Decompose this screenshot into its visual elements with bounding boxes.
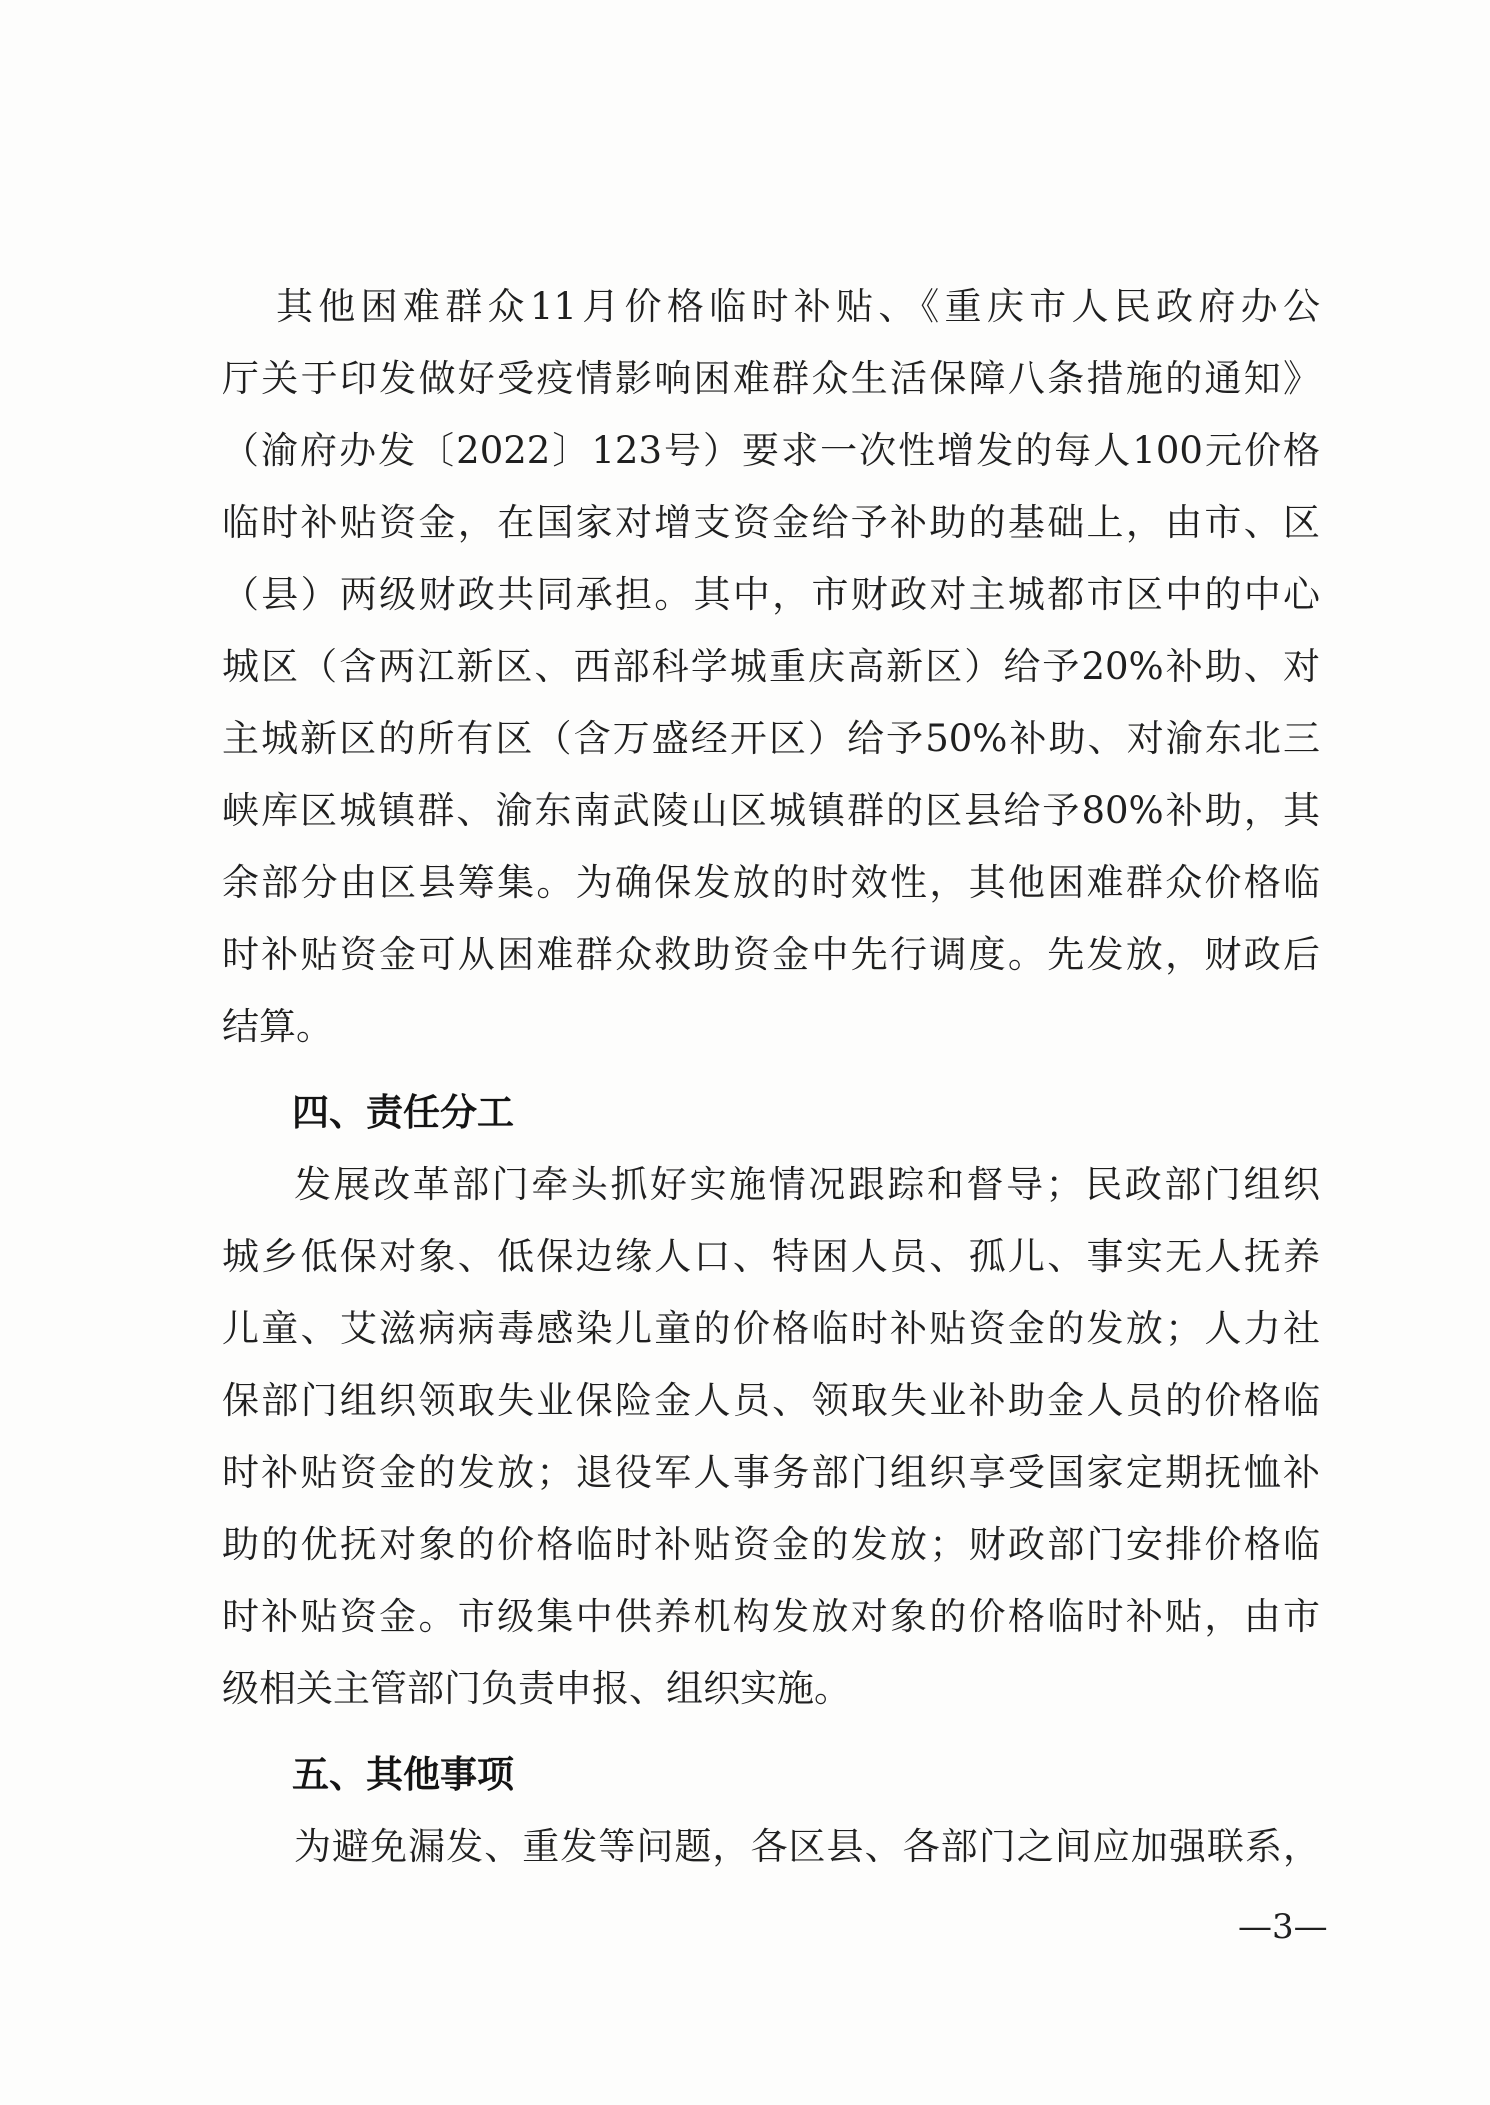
text-line: 级相关主管部门负责申报、组织实施。 bbox=[222, 1667, 851, 1710]
paragraph-responsibilities bbox=[222, 1149, 1320, 1725]
text-line: 儿童、艾滋病病毒感染儿童的价格临时补贴资金的发放；人力社 bbox=[222, 1307, 1320, 1350]
page-number: —3— bbox=[1238, 1907, 1328, 1947]
text-line: 城区（含两江新区、西部科学城重庆高新区）给予20%补助、对 bbox=[222, 645, 1320, 688]
section-heading-responsibilities: 四、责任分工 bbox=[292, 1091, 514, 1134]
text-line: 为避免漏发、重发等问题，各区县、各部门之间应加强联系， bbox=[294, 1825, 1320, 1868]
text-line: 时补贴资金。市级集中供养机构发放对象的价格临时补贴，由市 bbox=[222, 1595, 1320, 1638]
text-line: 其他困难群众11月价格临时补贴、《重庆市人民政府办公 bbox=[276, 285, 1320, 328]
text-line: 峡库区城镇群、渝东南武陵山区城镇群的区县给予80%补助，其 bbox=[222, 789, 1320, 832]
text-line: 时补贴资金可从困难群众救助资金中先行调度。先发放，财政后 bbox=[222, 933, 1320, 976]
text-line: 临时补贴资金，在国家对增支资金给予补助的基础上，由市、区 bbox=[222, 501, 1320, 544]
text-line: 保部门组织领取失业保险金人员、领取失业补助金人员的价格临 bbox=[222, 1379, 1320, 1422]
paragraph-funding bbox=[222, 271, 1320, 1063]
section-heading-other-matters: 五、其他事项 bbox=[292, 1753, 514, 1796]
text-line: 城乡低保对象、低保边缘人口、特困人员、孤儿、事实无人抚养 bbox=[222, 1235, 1320, 1278]
body-text bbox=[222, 271, 1320, 1883]
text-line: 助的优抚对象的价格临时补贴资金的发放；财政部门安排价格临 bbox=[222, 1523, 1320, 1566]
text-line: 时补贴资金的发放；退役军人事务部门组织享受国家定期抚恤补 bbox=[222, 1451, 1320, 1494]
text-line: （渝府办发〔2022〕123号）要求一次性增发的每人100元价格 bbox=[222, 429, 1320, 472]
text-line: 余部分由区县筹集。为确保发放的时效性，其他困难群众价格临 bbox=[222, 861, 1320, 904]
text-line: 发展改革部门牵头抓好实施情况跟踪和督导；民政部门组织 bbox=[294, 1163, 1320, 1206]
paragraph-other-matters bbox=[222, 1811, 1320, 1883]
text-line: 厅关于印发做好受疫情影响困难群众生活保障八条措施的通知》 bbox=[222, 357, 1320, 400]
text-line: （县）两级财政共同承担。其中，市财政对主城都市区中的中心 bbox=[222, 573, 1320, 616]
text-line: 主城新区的所有区（含万盛经开区）给予50%补助、对渝东北三 bbox=[222, 717, 1320, 760]
text-line: 结算。 bbox=[222, 1005, 333, 1048]
